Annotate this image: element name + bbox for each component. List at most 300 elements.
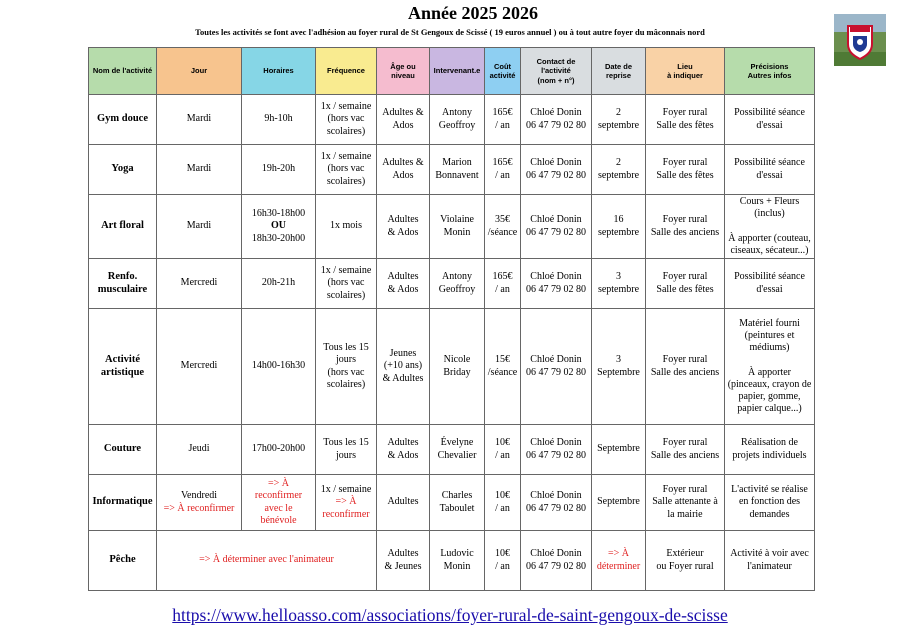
cell-line: Septembre	[597, 443, 640, 455]
day-cell	[157, 309, 242, 425]
cell-line: Geoffroy	[438, 283, 476, 295]
cell-line: 16	[613, 214, 624, 226]
location-cell	[646, 425, 725, 475]
cell-line: papier calque...)	[737, 403, 802, 415]
hours-cell	[242, 309, 316, 425]
cell-line: Marion	[442, 157, 472, 169]
cell-line: => À	[267, 478, 289, 490]
cell-line: septembre	[597, 283, 640, 295]
cell-line: 06 47 79 02 80	[526, 560, 586, 572]
location-cell	[646, 259, 725, 309]
cell-line: Foyer rural	[662, 271, 708, 283]
details-cell	[725, 259, 815, 309]
cell-line: Monin	[443, 226, 471, 238]
cell-line: 06 47 79 02 80	[526, 283, 586, 295]
cell-line: Salle des fêtes	[656, 169, 714, 181]
header-label-line: activité	[489, 71, 516, 80]
details-cell	[725, 145, 815, 195]
cell-line: /séance	[487, 226, 518, 238]
cell-line: => À reconfirmer	[163, 502, 235, 514]
cell-line: Mercredi	[180, 277, 218, 289]
cell-line: Renfo.	[107, 270, 138, 282]
cell-line: 18h30-20h00	[251, 232, 306, 244]
cell-line: Adultes	[387, 214, 419, 226]
cell-line: (pinceaux, crayon de	[727, 378, 812, 390]
cell-line: Foyer rural	[662, 354, 708, 366]
header-label-line: Horaires	[263, 66, 294, 76]
header-label-line: à indiquer	[667, 71, 703, 80]
cell-line: (hors vac	[327, 366, 365, 378]
cell-line: septembre	[597, 226, 640, 238]
cell-line	[727, 220, 812, 232]
table-row	[89, 309, 815, 425]
cell-line: Chevalier	[437, 449, 477, 461]
cell-line: Monin	[443, 560, 471, 572]
cell-line: Yoga	[111, 163, 134, 175]
cost-cell	[485, 425, 521, 475]
cell-line: Foyer rural	[662, 484, 708, 496]
cell-line: Pêche	[109, 554, 136, 566]
table-row	[89, 145, 815, 195]
resume-date-cell	[592, 145, 646, 195]
header-label-line: reprise	[605, 71, 632, 80]
cell-line: Mercredi	[180, 360, 218, 372]
cell-line: Vendredi	[180, 490, 218, 502]
cell-line: d'essai	[756, 119, 783, 131]
cell-line: & Ados	[387, 449, 419, 461]
cell-line: scolaires)	[326, 378, 366, 390]
cell-line: reconfirmer	[254, 490, 303, 502]
cell-line: Possibilité séance	[734, 271, 805, 283]
contact-cell	[521, 195, 592, 259]
details-cell	[725, 531, 815, 591]
instructor-cell	[430, 531, 485, 591]
cell-line: 1x / semaine	[320, 101, 372, 113]
cell-line: Bonnavent	[435, 169, 479, 181]
cost-cell	[485, 145, 521, 195]
instructor-cell	[430, 145, 485, 195]
cell-line: L'activité se réalise	[731, 484, 808, 496]
cell-line: scolaires)	[326, 125, 366, 137]
hours-cell	[242, 259, 316, 309]
cell-line: Tous les 15	[323, 437, 369, 449]
instructor-cell	[430, 95, 485, 145]
cell-line: 165€	[492, 157, 513, 169]
cell-line: (peintures et	[744, 329, 795, 341]
contact-cell	[521, 531, 592, 591]
activity-name-cell	[89, 425, 157, 475]
cell-line: Chloé Donin	[530, 490, 582, 502]
cell-line: OU	[271, 220, 286, 232]
cell-line	[727, 354, 812, 366]
header-label-line: Intervenant.e	[433, 66, 481, 76]
instructor-cell	[430, 195, 485, 259]
header-label-line: (nom + n°)	[537, 75, 575, 85]
cost-cell	[485, 531, 521, 591]
cell-line: 1x / semaine	[320, 151, 372, 163]
cell-line: Septembre	[597, 496, 640, 508]
cell-line: Nicole	[443, 354, 471, 366]
header-activity-name	[89, 48, 157, 95]
table-row	[89, 195, 815, 259]
header-label-line: Nom de l'activité	[92, 66, 153, 76]
cell-line: scolaires)	[326, 175, 366, 187]
location-cell	[646, 95, 725, 145]
hours-cell	[242, 425, 316, 475]
cell-line: 06 47 79 02 80	[526, 169, 586, 181]
cell-line: Jeudi	[188, 443, 210, 455]
cell-line: & Ados	[387, 283, 419, 295]
cell-line: Chloé Donin	[530, 548, 582, 560]
instructor-cell	[430, 425, 485, 475]
cell-line: d'essai	[756, 169, 783, 181]
cell-line: Foyer rural	[662, 437, 708, 449]
age-level-cell	[377, 95, 430, 145]
header-details	[725, 48, 815, 95]
header-label-line: Autres infos	[747, 71, 792, 80]
hours-cell	[242, 475, 316, 531]
cell-line: Chloé Donin	[530, 214, 582, 226]
cost-cell	[485, 195, 521, 259]
cell-line: Antony	[442, 107, 472, 119]
contact-cell	[521, 95, 592, 145]
cell-line: 165€	[492, 107, 513, 119]
frequency-cell	[316, 425, 377, 475]
cell-line: avec le	[264, 502, 293, 514]
cost-cell	[485, 259, 521, 309]
helloasso-link[interactable]: https://www.helloasso.com/associations/foyer-rural-de-saint-gengoux-de-scisse	[172, 605, 728, 625]
cell-line: 1x / semaine	[320, 484, 372, 496]
resume-date-cell	[592, 309, 646, 425]
cell-line: Chloé Donin	[530, 157, 582, 169]
cell-line: & Ados	[387, 226, 419, 238]
cell-line: Adultes	[387, 271, 419, 283]
cell-line: Réalisation de	[741, 437, 798, 449]
cell-line: artistique	[100, 366, 145, 378]
cell-line: Matériel fourni	[739, 317, 800, 329]
cell-line: Foyer rural	[662, 214, 708, 226]
cell-line: À apporter (couteau,	[728, 232, 811, 244]
cell-line: À apporter	[747, 366, 792, 378]
resume-date-cell	[592, 475, 646, 531]
cell-line: musculaire	[97, 283, 148, 295]
cell-line: 06 47 79 02 80	[526, 366, 586, 378]
cell-line: 35€	[495, 214, 510, 226]
cell-line: septembre	[597, 119, 640, 131]
cell-line: l'animateur	[747, 560, 792, 572]
cell-line: Ados	[392, 119, 414, 131]
cell-line: Tous les 15	[323, 342, 369, 354]
cell-line: médiums)	[749, 342, 790, 354]
header-location	[646, 48, 725, 95]
frequency-cell	[316, 95, 377, 145]
cell-line: 19h-20h	[261, 163, 296, 175]
cell-line: jours	[336, 449, 356, 461]
activity-name-cell	[89, 259, 157, 309]
cost-cell	[485, 95, 521, 145]
table-body	[89, 95, 815, 591]
cell-line: ciseaux, sécateur...)	[730, 244, 809, 256]
cell-line: Couture	[103, 443, 142, 455]
membership-note: Toutes les activités se font avec l'adhésion au foyer rural de St Gengoux de Scissé ( 19 euros annuel ) ou à tout autre foyer du mâconnais nord	[195, 27, 705, 37]
cell-line: / an	[495, 449, 510, 461]
cell-line: Mardi	[186, 163, 212, 175]
cell-line: Art floral	[101, 220, 144, 232]
cell-line: Antony	[442, 271, 472, 283]
resume-date-cell	[592, 195, 646, 259]
cell-line: Charles	[441, 490, 473, 502]
day-cell	[157, 195, 242, 259]
cell-line: / an	[495, 169, 510, 181]
cell-line: Possibilité séance	[734, 107, 805, 119]
cell-line: projets individuels	[732, 449, 807, 461]
age-level-cell	[377, 195, 430, 259]
cell-line: Activité à voir avec	[730, 548, 809, 560]
cell-line: 10€	[495, 548, 510, 560]
instructor-cell	[430, 475, 485, 531]
contact-cell	[521, 259, 592, 309]
cell-line: & Jeunes	[384, 560, 422, 572]
age-level-cell	[377, 531, 430, 591]
header-instructor	[430, 48, 485, 95]
cell-line: Briday	[443, 366, 471, 378]
activity-name-cell	[89, 531, 157, 591]
hours-cell	[242, 145, 316, 195]
header-label-line: Coût	[493, 61, 512, 71]
age-level-cell	[377, 425, 430, 475]
header-day	[157, 48, 242, 95]
cell-line: => À	[607, 548, 629, 560]
cell-line: Ados	[392, 169, 414, 181]
cell-line: Gym douce	[96, 113, 149, 125]
cell-line: (inclus)	[754, 208, 785, 220]
cell-line: 06 47 79 02 80	[526, 449, 586, 461]
cell-line: 1x mois	[330, 220, 362, 232]
day-hours-frequency-merged-cell	[157, 531, 377, 591]
location-cell	[646, 309, 725, 425]
activity-name-cell	[89, 195, 157, 259]
header-contact	[521, 48, 592, 95]
cell-line: Cours + Fleurs	[739, 196, 800, 208]
cell-line: 1x / semaine	[320, 265, 372, 277]
cell-line: Chloé Donin	[530, 107, 582, 119]
header-frequency	[316, 48, 377, 95]
activities-table	[88, 47, 815, 591]
location-cell	[646, 195, 725, 259]
cell-line: Évelyne	[440, 437, 474, 449]
cell-line: 06 47 79 02 80	[526, 502, 586, 514]
day-cell	[157, 95, 242, 145]
frequency-cell	[316, 145, 377, 195]
cell-line: (+10 ans)	[383, 360, 423, 372]
cell-line: Septembre	[597, 366, 640, 378]
age-level-cell	[377, 259, 430, 309]
cell-line: Taboulet	[439, 502, 475, 514]
header-label-line: Date de	[604, 61, 633, 71]
cell-line: Possibilité séance	[734, 157, 805, 169]
table-row	[89, 95, 815, 145]
foyer-rural-logo-icon	[834, 14, 886, 66]
cell-line: 2	[616, 107, 621, 119]
cell-line: => À déterminer avec l'animateur	[199, 554, 334, 566]
cell-line: scolaires)	[326, 289, 366, 301]
cell-line: Foyer rural	[662, 157, 708, 169]
age-level-cell	[377, 309, 430, 425]
age-level-cell	[377, 475, 430, 531]
cell-line: 15€	[495, 354, 510, 366]
cell-line: /séance	[487, 366, 518, 378]
contact-cell	[521, 425, 592, 475]
age-level-cell	[377, 145, 430, 195]
resume-date-cell	[592, 531, 646, 591]
day-cell	[157, 425, 242, 475]
activity-name-cell	[89, 309, 157, 425]
cell-line: (hors vac	[327, 277, 365, 289]
contact-cell	[521, 475, 592, 531]
table-row	[89, 425, 815, 475]
cell-line: Geoffroy	[438, 119, 476, 131]
header-cost	[485, 48, 521, 95]
cell-line: 16h30-18h00	[251, 208, 306, 220]
cell-line: Adultes	[387, 548, 419, 560]
cell-line: Jeunes	[389, 348, 417, 360]
cell-line: & Adultes	[382, 372, 424, 384]
cell-line: ou Foyer rural	[656, 560, 714, 572]
cell-line: reconfirmer	[322, 508, 370, 520]
cell-line: 9h-10h	[264, 113, 293, 125]
cell-line: Salle des fêtes	[656, 119, 714, 131]
instructor-cell	[430, 309, 485, 425]
cell-line: Salle attenante à	[652, 496, 718, 508]
location-cell	[646, 145, 725, 195]
cell-line: / an	[495, 560, 510, 572]
details-cell	[725, 195, 815, 259]
cell-line: 06 47 79 02 80	[526, 226, 586, 238]
details-cell	[725, 309, 815, 425]
details-cell	[725, 475, 815, 531]
contact-cell	[521, 309, 592, 425]
header-label-line: Jour	[190, 66, 208, 76]
day-cell	[157, 259, 242, 309]
cell-line: 165€	[492, 271, 513, 283]
table-row	[89, 475, 815, 531]
cell-line: papier, gomme,	[738, 390, 801, 402]
header-label-line: Contact de	[536, 56, 576, 66]
table-header-row	[89, 48, 815, 95]
header-label-line: niveau	[391, 71, 415, 80]
cell-line: 17h00-20h00	[251, 443, 306, 455]
cell-line: Salle des anciens	[650, 226, 720, 238]
header-label-line: Fréquence	[327, 66, 365, 76]
frequency-cell	[316, 309, 377, 425]
cell-line: Ludovic	[440, 548, 474, 560]
cell-line: demandes	[749, 508, 790, 520]
header-label-line: Âge ou	[390, 61, 416, 71]
table-row	[89, 259, 815, 309]
cell-line: 06 47 79 02 80	[526, 119, 586, 131]
cell-line: Extérieur	[666, 548, 704, 560]
hours-cell	[242, 95, 316, 145]
contact-cell	[521, 145, 592, 195]
cell-line: déterminer	[596, 560, 641, 572]
cost-cell	[485, 475, 521, 531]
page-title: Année 2025 2026	[408, 3, 538, 23]
cell-line: la mairie	[667, 508, 703, 520]
cell-line: septembre	[597, 169, 640, 181]
cell-line: Adultes	[387, 496, 419, 508]
cell-line: Adultes &	[382, 107, 424, 119]
hours-cell	[242, 195, 316, 259]
cell-line: (hors vac	[327, 113, 365, 125]
cell-line: => À	[335, 496, 357, 508]
cell-line: en fonction des	[738, 496, 801, 508]
frequency-cell	[316, 195, 377, 259]
cell-line: 3	[616, 271, 621, 283]
cell-line: / an	[495, 119, 510, 131]
details-cell	[725, 425, 815, 475]
cell-line: Adultes &	[382, 157, 424, 169]
header-hours	[242, 48, 316, 95]
cell-line: Mardi	[186, 113, 212, 125]
activity-name-cell	[89, 145, 157, 195]
header-label-line: l'activité	[541, 66, 571, 76]
cell-line: Activité	[105, 353, 140, 365]
cell-line: Informatique	[92, 496, 153, 508]
resume-date-cell	[592, 425, 646, 475]
header-label-line: Lieu	[677, 61, 693, 71]
cell-line: Foyer rural	[662, 107, 708, 119]
cell-line: d'essai	[756, 283, 783, 295]
cell-line: Chloé Donin	[530, 271, 582, 283]
cell-line: Chloé Donin	[530, 354, 582, 366]
activity-name-cell	[89, 475, 157, 531]
cell-line: Mardi	[186, 220, 212, 232]
cell-line: 20h-21h	[261, 277, 296, 289]
day-cell	[157, 475, 242, 531]
cell-line: 14h00-16h30	[251, 360, 306, 372]
table-row	[89, 531, 815, 591]
day-cell	[157, 145, 242, 195]
cell-line: Salle des anciens	[650, 449, 720, 461]
cell-line: bénévole	[260, 514, 297, 526]
header-label-line: Précisions	[750, 61, 789, 71]
location-cell	[646, 475, 725, 531]
cost-cell	[485, 309, 521, 425]
cell-line: jours	[336, 354, 356, 366]
cell-line: Chloé Donin	[530, 437, 582, 449]
cell-line: (hors vac	[327, 163, 365, 175]
cell-line: Violaine	[440, 214, 474, 226]
cell-line: / an	[495, 502, 510, 514]
frequency-cell	[316, 475, 377, 531]
resume-date-cell	[592, 259, 646, 309]
cell-line: Salle des anciens	[650, 366, 720, 378]
cell-line: / an	[495, 283, 510, 295]
details-cell	[725, 95, 815, 145]
activity-name-cell	[89, 95, 157, 145]
cell-line: 10€	[495, 490, 510, 502]
frequency-cell	[316, 259, 377, 309]
header-age-level	[377, 48, 430, 95]
cell-line: 3	[616, 354, 621, 366]
location-cell	[646, 531, 725, 591]
header-resume-date	[592, 48, 646, 95]
cell-line: 2	[616, 157, 621, 169]
cell-line: Adultes	[387, 437, 419, 449]
cell-line: 10€	[495, 437, 510, 449]
resume-date-cell	[592, 95, 646, 145]
cell-line: Salle des fêtes	[656, 283, 714, 295]
